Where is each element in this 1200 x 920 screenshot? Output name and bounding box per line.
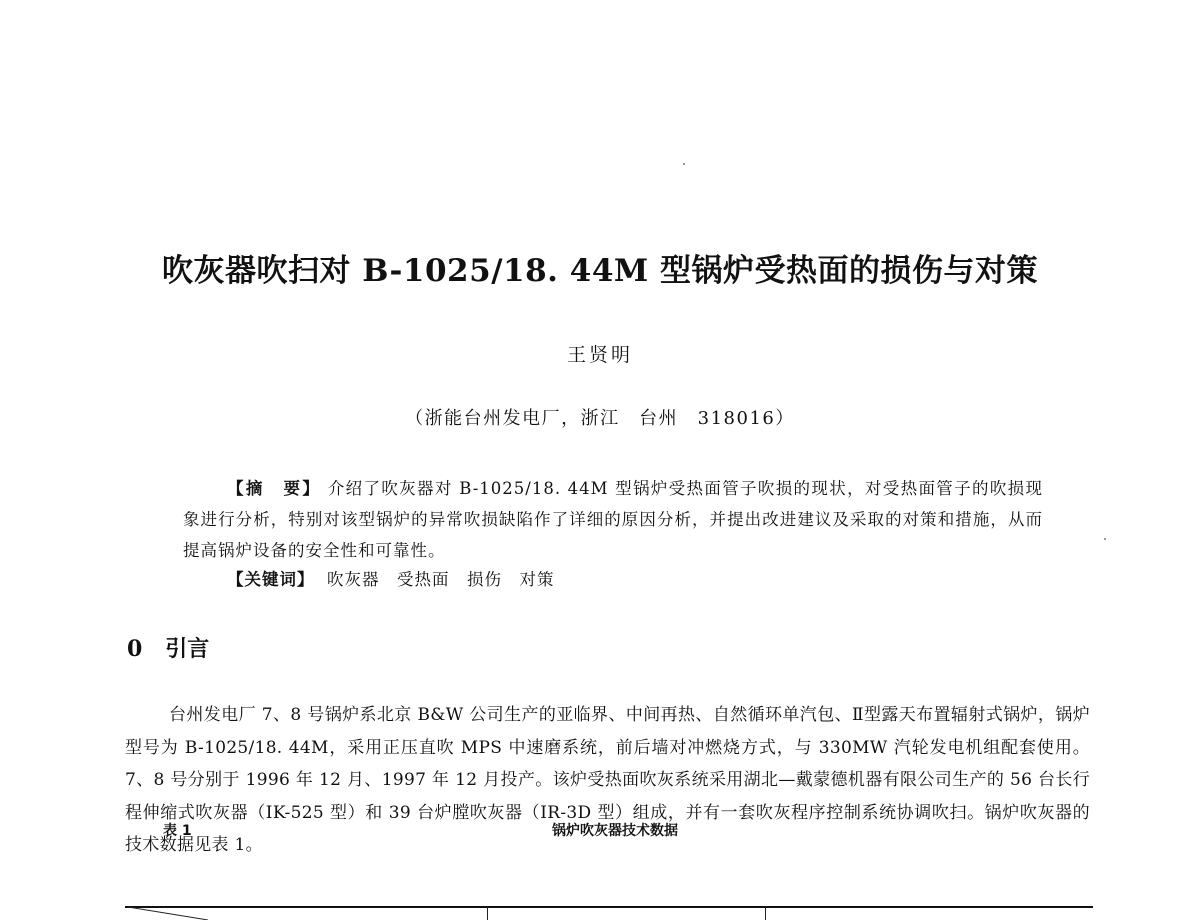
author-name: 王贤明 [566, 344, 633, 366]
abstract [183, 473, 1043, 566]
keywords-label: 【关键词】 [227, 570, 315, 589]
table-label: 表 1 [163, 823, 192, 839]
table-column-divider [487, 907, 488, 920]
section-title: 引言 [165, 636, 210, 662]
table-column-divider [765, 907, 766, 920]
paper-title: 吹灰器吹扫对 B-1025/18. 44M 型锅炉受热面的损伤与对策 [161, 253, 1038, 289]
keywords-text: 吹灰器 受热面 损伤 对策 [327, 570, 555, 589]
table-top-rule [125, 906, 1093, 908]
keywords [227, 566, 555, 590]
table-caption: 锅炉吹灰器技术数据 [552, 823, 678, 839]
section-heading [127, 632, 209, 663]
scan-speck [1104, 538, 1106, 540]
introduction-paragraph: 台州发电厂 7、8 号锅炉系北京 B&W 公司生产的亚临界、中间再热、自然循环单汽包、Ⅱ型露天布置辐射式锅炉，锅炉型号为 B-1025/18. 44M，采用正压直吹 MPS 中速磨系统，前后墙对冲燃烧方式，与 330MW 汽轮发电机组配套使用。7、8 号分别于 1996 年 12 月、1997 年 12 月投产。该炉受热面吹灰系统采用湖北—戴蒙德机器有限公司生产的 56 台长行程伸缩式吹灰器（IK-525 型）和 39 台炉膛吹灰器（IR-3D 型）组成，并有一套吹灰程序控制系统协调吹扫。锅炉吹灰器的技术数据见表 1。 [125, 705, 1090, 855]
author-affiliation: （浙能台州发电厂，浙江 台州 318016） [405, 408, 795, 429]
section-number: 0 [127, 636, 143, 662]
abstract-text: 介绍了吹灰器对 B-1025/18. 44M 型锅炉受热面管子吹损的现状，对受热面管子的吹损现象进行分析，特别对该型锅炉的异常吹损缺陷作了详细的原因分析，并提出改进建议及采取的对策和措施，从而提高锅炉设备的安全性和可靠性。 [183, 479, 1043, 560]
table-header-diagonal [128, 907, 208, 920]
abstract-label: 【摘 要】 [227, 479, 322, 498]
scan-speck [683, 163, 685, 165]
